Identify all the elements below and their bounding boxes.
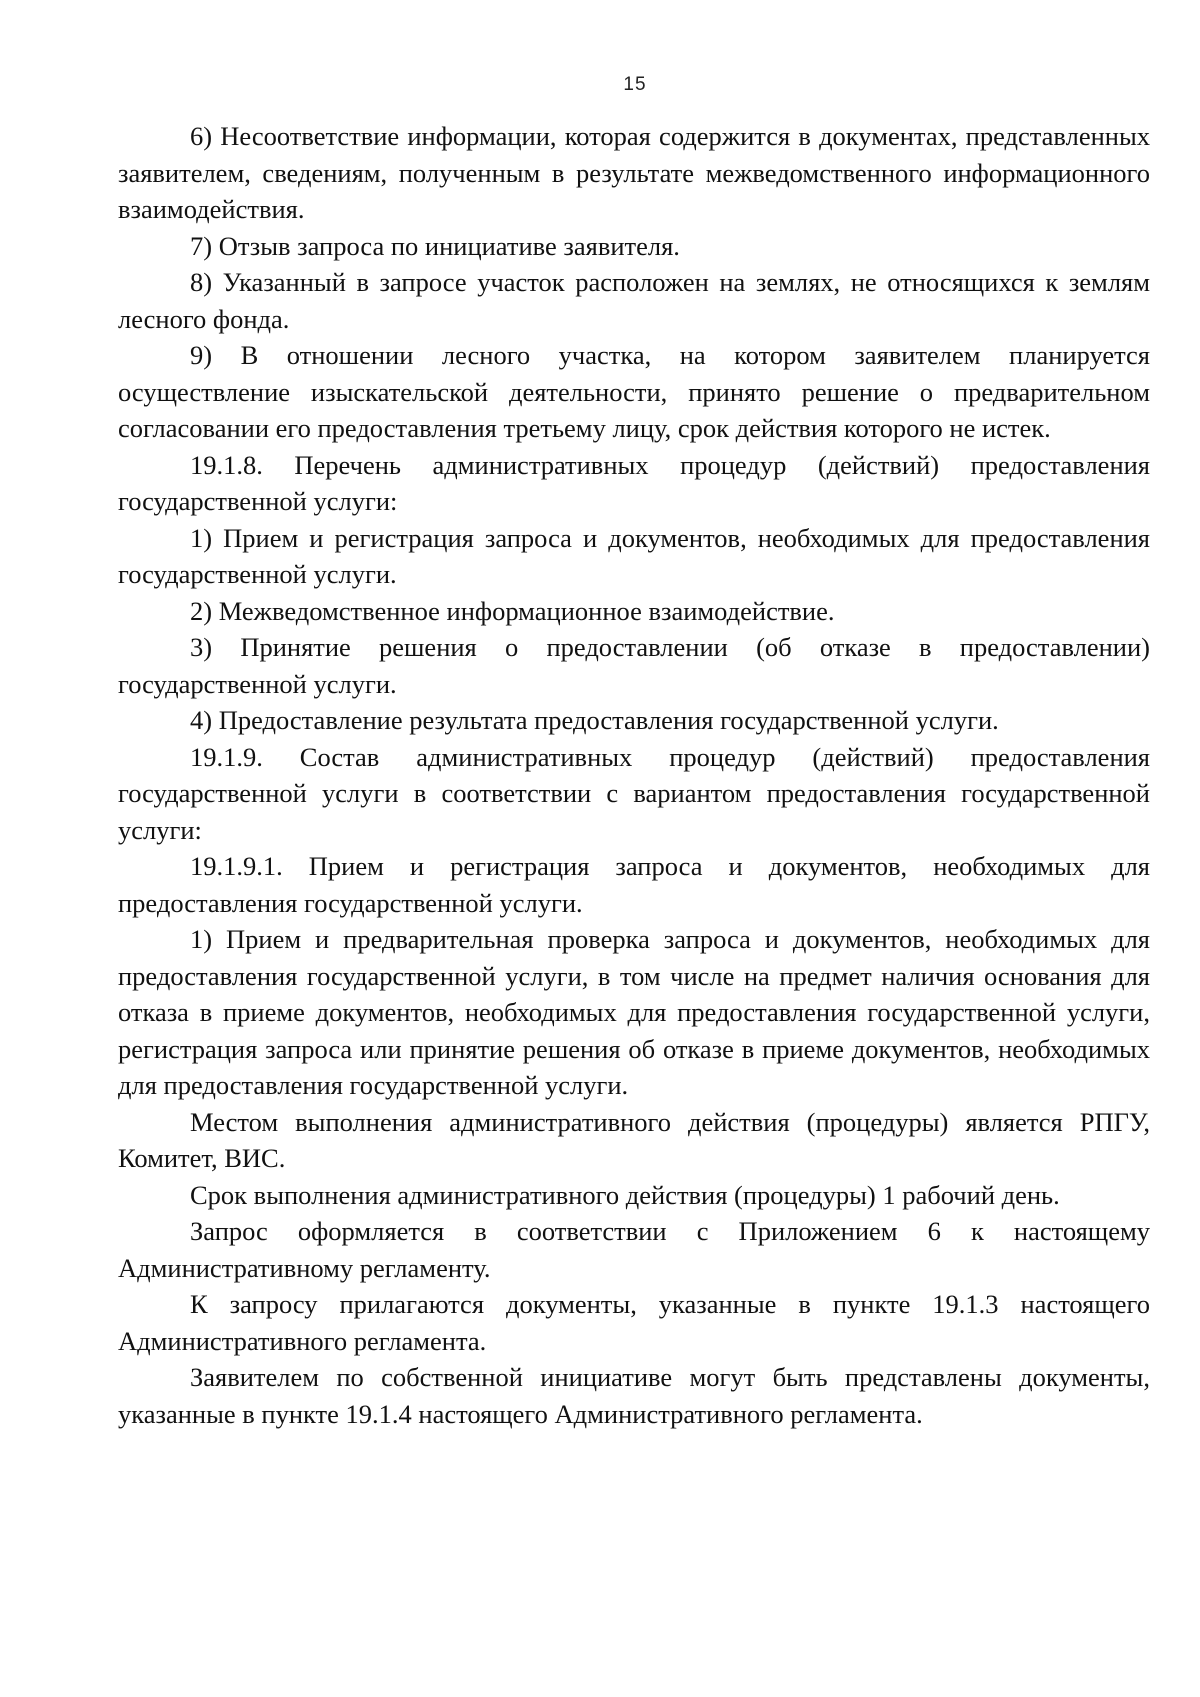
paragraph-refusal-reason-7: 7) Отзыв запроса по инициативе заявителя.: [190, 230, 680, 261]
paragraph-section-19-1-8: 19.1.8. Перечень административных процедур (действий) предоставления государственной услуги:: [118, 449, 1150, 516]
paragraph-place-of-execution: Местом выполнения административного действия (процедуры) является РПГУ, Комитет, ВИС.: [118, 1106, 1150, 1173]
paragraph-procedure-3: 3) Принятие решения о предоставлении (об отказе в предоставлении) государственной услуги.: [118, 632, 1150, 699]
paragraph-action-1: 1) Прием и предварительная проверка запроса и документов, необходимых для предоставления государственной услуги, в том числе на предмет наличия основания для отказа в приеме документов, необходимых для предоставления государственной услуги, регистрация запроса или принятие решения об отказе в приеме документов, необходимых для предоставления государственной услуги.: [118, 924, 1150, 1100]
paragraph-optional-documents: Заявителем по собственной инициативе могут быть представлены документы, указанные в пункте 19.1.4 настоящего Административного регламента.: [118, 1362, 1150, 1429]
paragraph-refusal-reason-9: 9) В отношении лесного участка, на котором заявителем планируется осуществление изыскательской деятельности, принято решение о предварительном согласовании его предоставления третьему лицу, срок действия которого не истек.: [118, 340, 1150, 443]
paragraph-attached-documents: К запросу прилагаются документы, указанные в пункте 19.1.3 настоящего Административного регламента.: [118, 1289, 1150, 1356]
page-number: 15: [623, 74, 647, 95]
paragraph-section-19-1-9-1: 19.1.9.1. Прием и регистрация запроса и документов, необходимых для предоставления государственной услуги.: [118, 851, 1150, 918]
paragraph-execution-term: Срок выполнения административного действия (процедуры) 1 рабочий день.: [190, 1179, 1060, 1210]
paragraph-procedure-1: 1) Прием и регистрация запроса и документов, необходимых для предоставления государственной услуги.: [118, 522, 1150, 589]
paragraph-request-form: Запрос оформляется в соответствии с Приложением 6 к настоящему Административному регламенту.: [118, 1216, 1150, 1283]
paragraph-refusal-reason-6: 6) Несоответствие информации, которая содержится в документах, представленных заявителем, сведениям, полученным в результате межведомственного информационного взаимодействия.: [118, 121, 1150, 224]
paragraph-procedure-4: 4) Предоставление результата предоставления государственной услуги.: [190, 705, 999, 735]
paragraph-section-19-1-9: 19.1.9. Состав административных процедур (действий) предоставления государственной услуги в соответствии с вариантом предоставления государственной услуги:: [118, 741, 1150, 845]
paragraph-procedure-2: 2) Межведомственное информационное взаимодействие.: [190, 595, 835, 626]
paragraph-refusal-reason-8: 8) Указанный в запросе участок расположен на землях, не относящихся к землям лесного фонда.: [118, 267, 1150, 334]
document-body: [118, 118, 1150, 1432]
